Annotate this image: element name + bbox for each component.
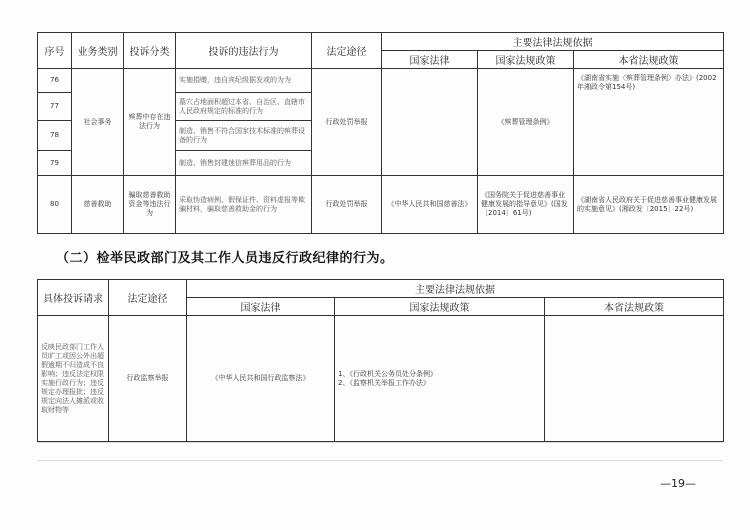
header-violation: 投诉的违法行为 <box>176 33 312 69</box>
table-row <box>38 69 724 93</box>
row-violation: 制造、销售不符合国家技术标准的殡葬设备的行为 <box>176 121 312 151</box>
header-law: 国家法律 <box>187 298 335 316</box>
header-channel: 法定途径 <box>109 280 187 316</box>
group-policy: 《殡葬管理条例》 <box>478 69 574 176</box>
row-seq: 79 <box>38 151 72 176</box>
row-seq: 76 <box>38 69 72 93</box>
group-category: 社会事务 <box>72 69 124 176</box>
header-basis: 主要法律法规依据 <box>187 280 724 298</box>
row-channel: 行政处罚举报 <box>312 176 382 234</box>
header-category: 业务类别 <box>72 33 124 69</box>
bleed-through-area <box>37 442 723 472</box>
row-law: 《中华人民共和国慈善法》 <box>382 176 478 234</box>
row-policy <box>335 316 545 442</box>
policy-item: 1、《行政机关公务员处分条例》 <box>338 369 437 378</box>
complaint-table-1 <box>37 32 724 234</box>
bleed-line <box>37 442 723 443</box>
row-seq: 78 <box>38 121 72 151</box>
group-complaint-class: 殡葬中存在违法行为 <box>124 69 176 176</box>
row-violation: 采取伪造病例、假保证件、资料虚报等欺骗材料，骗取慈善救助金的行为 <box>176 176 312 234</box>
section-title: （二）检举民政部门及其工作人员违反行政纪律的行为。 <box>56 251 394 266</box>
row-province: 《湖南省人民政府关于促进慈善事业健康发展的实施意见》(湘政发〔2015〕22号) <box>574 176 724 234</box>
header-policy: 国家法规政策 <box>335 298 545 316</box>
row-seq: 77 <box>38 93 72 121</box>
header-basis: 主要法律法规依据 <box>382 33 724 51</box>
bleed-line <box>37 460 723 461</box>
complaint-table-2 <box>37 279 724 442</box>
row-policy: 《国务院关于促进慈善事业健康发展的指导意见》(国发〔2014〕61号) <box>478 176 574 234</box>
row-complaint-class: 骗取慈善救助资金等违法行为 <box>124 176 176 234</box>
row-category: 慈善救助 <box>72 176 124 234</box>
group-channel: 行政处罚举报 <box>312 69 382 176</box>
row-law: 《中华人民共和国行政监察法》 <box>187 316 335 442</box>
header-channel: 法定途径 <box>312 33 382 69</box>
header-seq: 序号 <box>38 33 72 69</box>
group-province: 《湖南省实施〈殡葬管理条例〉办法》(2002年湘政令第154号) <box>574 69 724 176</box>
row-violation: 墓穴占地面积超过本省、自治区、直辖市人民政府规定的标准的行为 <box>176 93 312 121</box>
row-violation: 实施捐赠，违自宾纪级据发或的为为 <box>176 69 312 93</box>
table-row <box>38 176 724 234</box>
row-province <box>545 316 724 442</box>
row-seq: 80 <box>38 176 72 234</box>
row-violation: 制造、销售封建迷信殡葬用品的行为 <box>176 151 312 176</box>
header-province: 本省法规政策 <box>545 298 724 316</box>
header-law: 国家法律 <box>382 51 478 69</box>
header-province: 本省法规政策 <box>574 51 724 69</box>
table-row <box>38 316 724 442</box>
group-law <box>382 69 478 176</box>
header-complaint-class: 投诉分类 <box>124 33 176 69</box>
header-request: 具体投诉请求 <box>38 280 109 316</box>
header-policy: 国家法规政策 <box>478 51 574 69</box>
row-channel: 行政监察举报 <box>109 316 187 442</box>
policy-item: 2、《监察机关举报工作办法》 <box>338 378 430 387</box>
row-request: 反映民政部门工作人员旷工或因公外出超假逾期不归造成不良影响；违反法定权限实施行政行为；违反规定办理报批；违反规定向法人摊派或收取财物等 <box>38 316 109 442</box>
page-number: —19— <box>660 477 696 490</box>
